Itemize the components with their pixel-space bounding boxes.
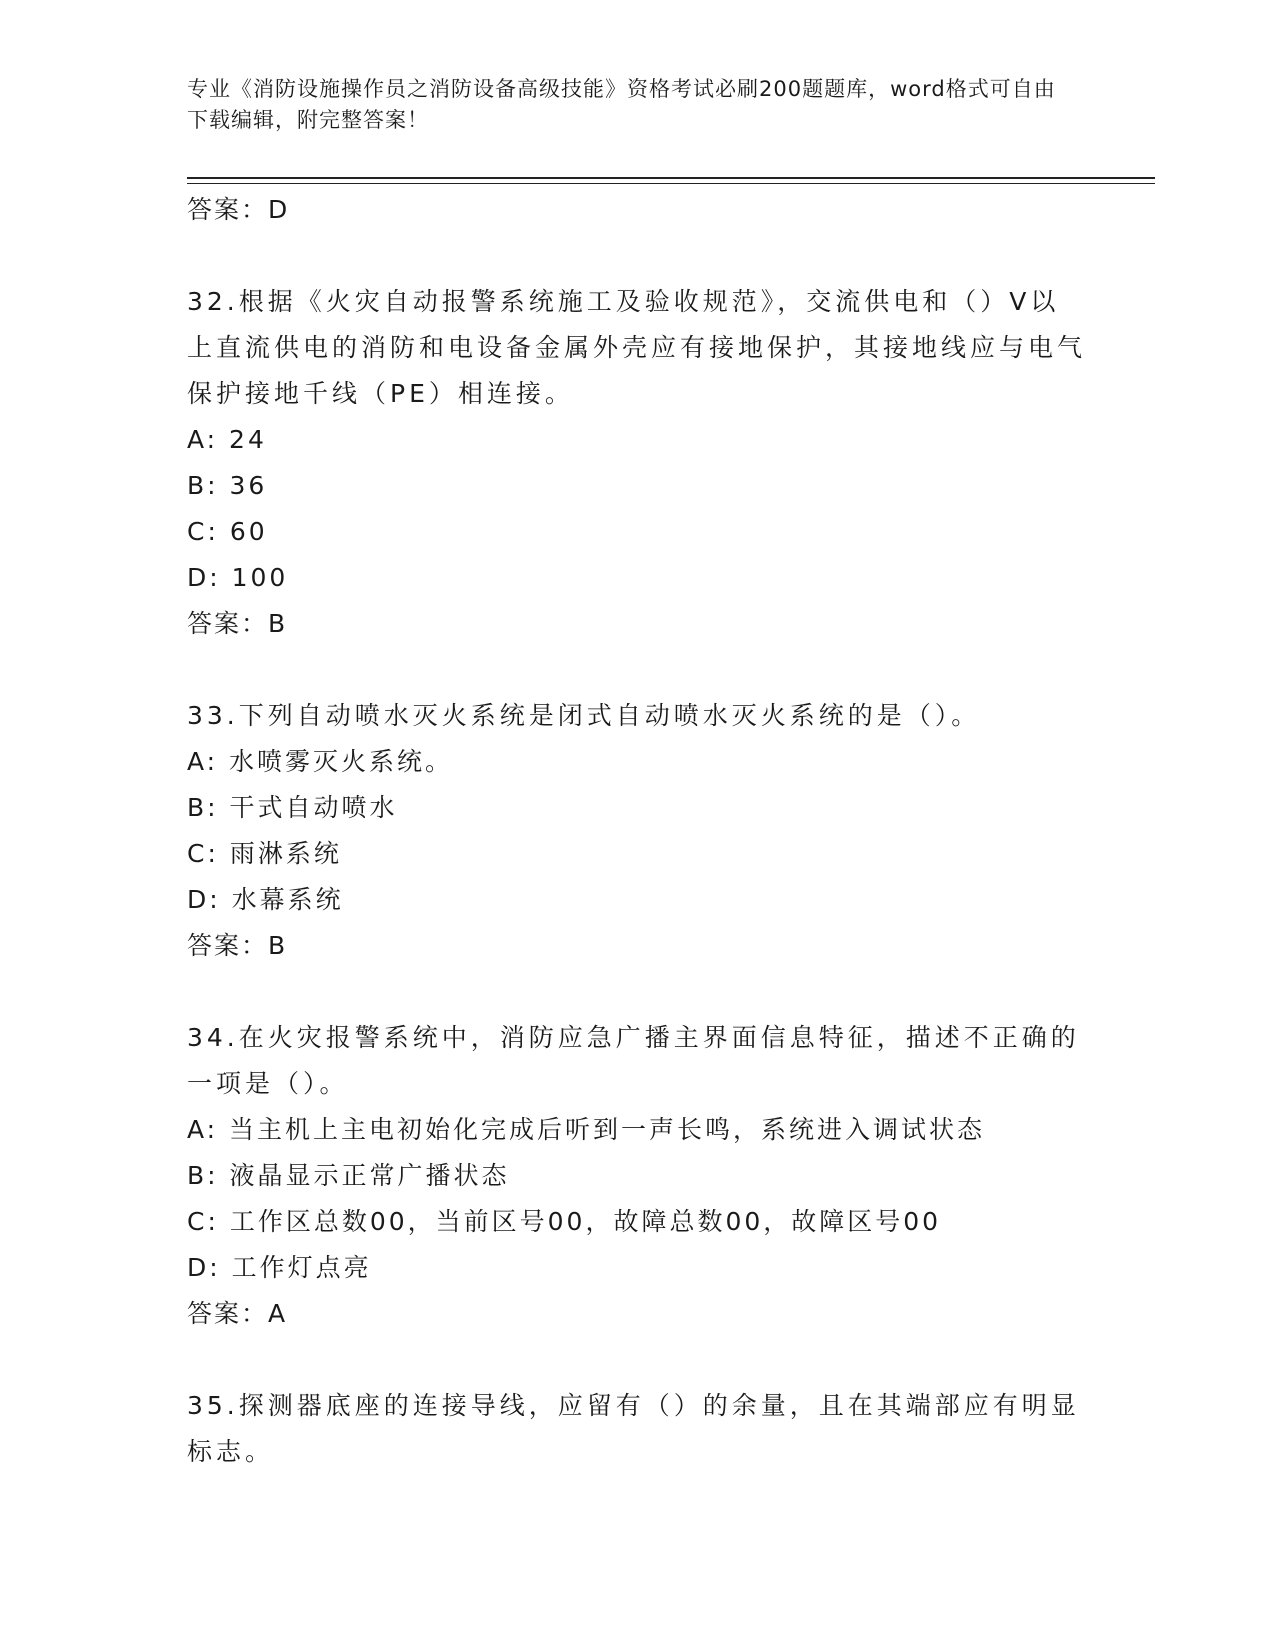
question-text: 35.探测器底座的连接导线，应留有（）的余量，且在其端部应有明显标志。 [187,1391,1080,1466]
answer-line: 答案：B [187,609,288,638]
document-header: 专业《消防设施操作员之消防设备高级技能》资格考试必刷200题题库，word格式可自由下载编辑，附完整答案！ [187,77,1056,132]
option-c: C: 工作区总数00，当前区号00，故障总数00，故障区号00 [187,1207,942,1236]
option-d: D: 100 [187,563,289,592]
option-c: C: 60 [187,517,268,546]
header-rule-thin [187,183,1155,184]
answer-line: 答案：B [187,931,288,960]
option-a: A: 24 [187,425,267,454]
question-list [187,187,1087,1475]
question-text: 32.根据《火灾自动报警系统施工及验收规范》，交流供电和（）V以上直流供电的消防和电设备金属外壳应有接地保护，其接地线应与电气保护接地千线（PE）相连接。 [187,287,1087,408]
question-text: 34.在火灾报警系统中，消防应急广播主界面信息特征，描述不正确的一项是（）。 [187,1023,1080,1098]
option-b: B: 液晶显示正常广播状态 [187,1161,510,1190]
option-a: A: 水喷雾灭火系统。 [187,747,454,776]
option-a: A: 当主机上主电初始化完成后听到一声长鸣，系统进入调试状态 [187,1115,986,1144]
option-b: B: 36 [187,471,268,500]
answer-line: 答案：D [187,195,290,224]
option-d: D: 工作灯点亮 [187,1253,372,1282]
question-block-32 [187,279,1087,647]
question-block-35 [187,1383,1087,1475]
option-c: C: 雨淋系统 [187,839,342,868]
question-block-33 [187,693,1087,969]
option-b: B: 干式自动喷水 [187,793,398,822]
question-text: 33.下列自动喷水灭火系统是闭式自动喷水灭火系统的是（）。 [187,701,981,730]
question-block-34 [187,1015,1087,1337]
answer-line: 答案：A [187,1299,288,1328]
header-rule-thick [187,177,1155,179]
option-d: D: 水幕系统 [187,885,344,914]
